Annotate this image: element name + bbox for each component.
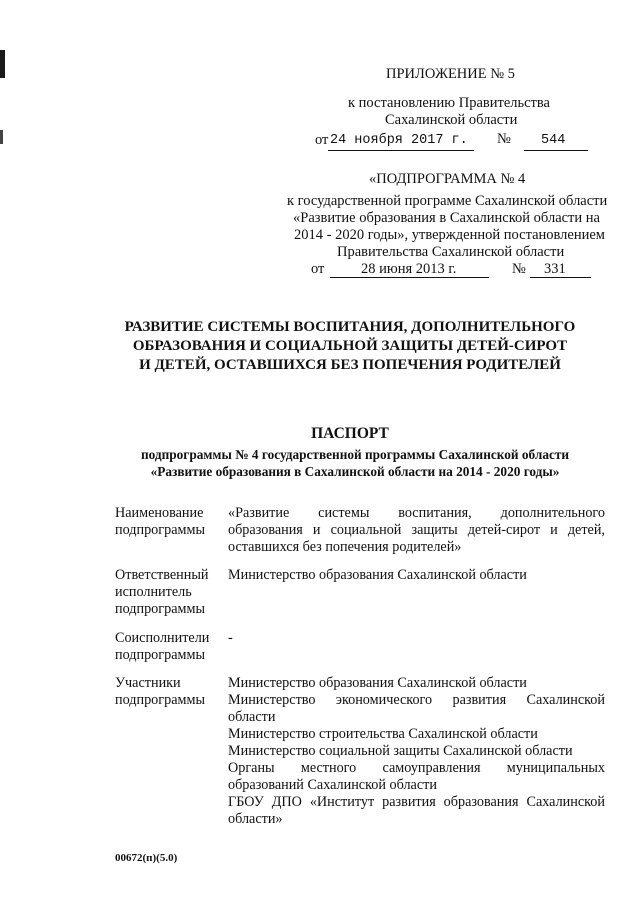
row-value-line: Министерство строительства Сахалинской области [228,726,538,742]
passport-subtitle-line: подпрограммы № 4 государственной программы Сахалинской области [140,447,570,462]
row-label-line: Наименование [115,505,204,521]
passport-heading: ПАСПОРТ [311,425,389,442]
document-code: 00672(п)(5.0) [115,852,178,864]
row-value-line: - [228,630,233,646]
appendix-heading: ПРИЛОЖЕНИЕ № 5 [386,66,515,82]
title-line: И ДЕТЕЙ, ОСТАВШИХСЯ БЕЗ ПОПЕЧЕНИЯ РОДИТЕЛЕЙ [139,357,561,373]
title-line: РАЗВИТИЕ СИСТЕМЫ ВОСПИТАНИЯ, ДОПОЛНИТЕЛЬНОГО [124,319,576,335]
sub-header-line: «Развитие образования в Сахалинской области на [293,210,600,226]
row-value [228,567,605,584]
row-value-line: области [228,709,276,725]
row-value-line: образований Сахалинской области [228,777,437,793]
passport-subtitle-line: «Развитие образования в Сахалинской области на 2014 - 2020 годы» [150,464,560,479]
row-label-line: подпрограммы [115,601,205,617]
sub-header-line: Правительства Сахалинской области [337,244,565,260]
row-value-line: Министерство образования Сахалинской области [228,567,527,583]
row-value-line: «Развитие системы воспитания, дополнительного [228,505,605,521]
row-value [228,675,605,828]
date-prefix: от [311,261,325,277]
number-underline [530,277,591,278]
row-label-line: Соисполнители [115,630,210,646]
title-line: ОБРАЗОВАНИЯ И СОЦИАЛЬНОЙ ЗАЩИТЫ ДЕТЕЙ-СИРОТ [132,338,568,354]
scan-edge-mark [0,50,5,78]
row-value [228,630,605,647]
number-sign: № [512,261,526,277]
subprogram-date: 28 июня 2013 г. [361,261,457,277]
row-label [115,675,225,709]
row-label-line: исполнитель [115,584,192,600]
date-prefix: от [315,132,329,148]
row-value-line: Министерство образования Сахалинской области [228,675,527,691]
row-value-line: Министерство социальной защиты Сахалинской области [228,743,573,759]
row-value [228,505,605,556]
resolution-line: к постановлению Правительства [348,95,550,111]
row-label [115,630,225,664]
row-label [115,505,225,539]
date-underline [330,277,489,278]
row-value-line: Органы местного самоуправления муниципальных [228,760,605,776]
sub-header-line: 2014 - 2020 годы», утвержденной постановлением [294,227,605,243]
row-label [115,567,225,618]
subprogram-heading: «ПОДПРОГРАММА № 4 [369,171,526,187]
row-label-line: Ответственный [115,567,209,583]
resolution-date: 24 ноября 2017 г. [330,133,468,148]
row-label-line: подпрограммы [115,647,205,663]
row-label-line: Участники [115,675,181,691]
row-value-line: образования и социальной защиты детей-сирот и детей, [228,522,605,538]
number-sign: № [497,131,511,147]
row-label-line: подпрограммы [115,692,205,708]
row-value-line: Министерство экономического развития Сахалинской [228,692,605,708]
row-value-line: оставшихся без попечения родителей» [228,539,462,555]
row-label-line: подпрограммы [115,522,205,538]
subprogram-number: 331 [544,261,566,277]
region-line: Сахалинской области [385,112,518,128]
row-value-line: области» [228,811,283,827]
resolution-number: 544 [541,133,566,148]
date-underline [328,150,474,151]
number-underline [524,150,588,151]
document-title [100,318,600,375]
passport-subtitle [100,446,610,480]
row-value-line: ГБОУ ДПО «Институт развития образования Сахалинской [228,794,605,810]
sub-header-line: к государственной программе Сахалинской области [287,193,608,209]
scan-edge-mark [0,130,3,144]
